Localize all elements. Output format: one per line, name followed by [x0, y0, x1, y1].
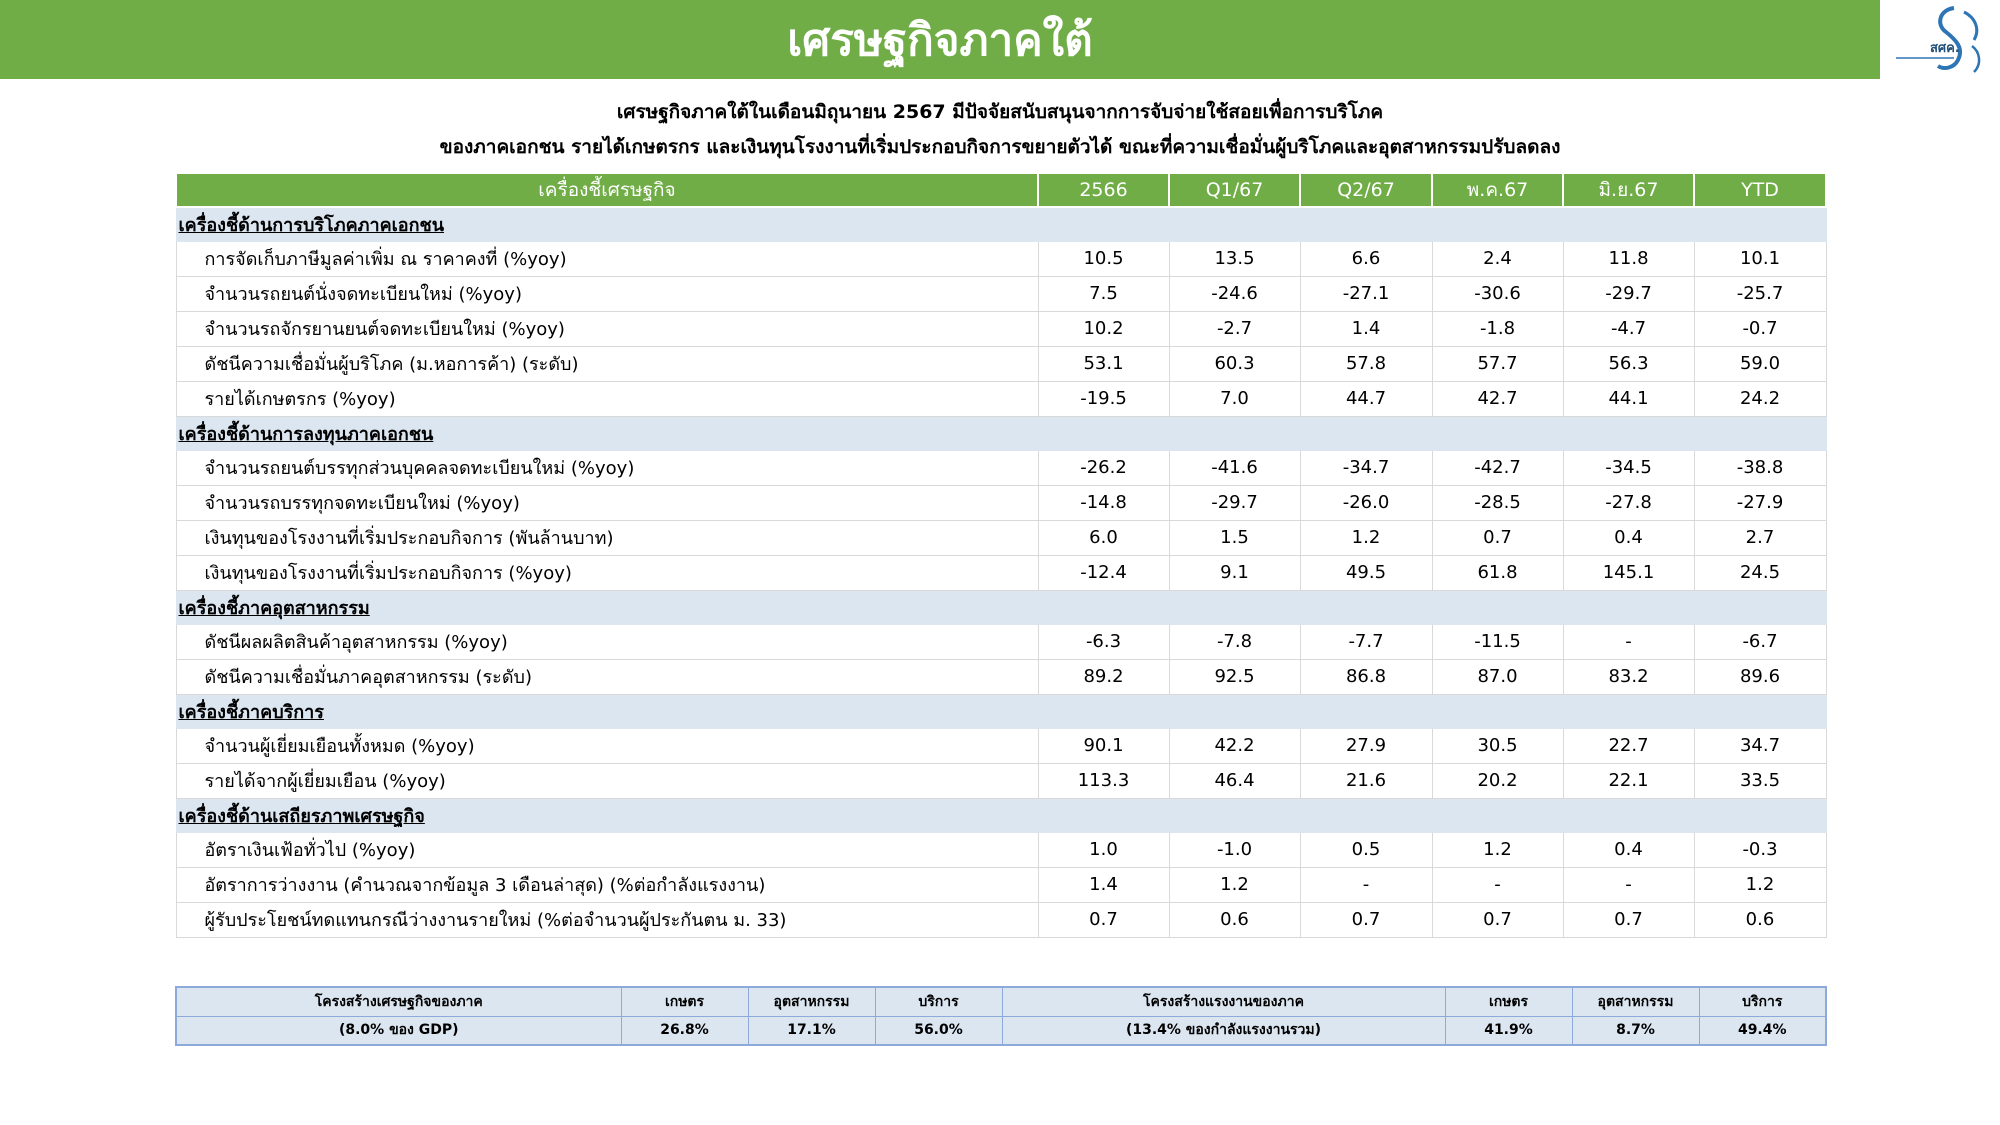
economy-sector-value: 17.1%	[748, 1016, 875, 1045]
indicator-value: -	[1563, 867, 1694, 902]
indicator-label: ดัชนีความเชื่อมั่นภาคอุตสาหกรรม (ระดับ)	[176, 659, 1038, 694]
indicator-value: 87.0	[1432, 659, 1563, 694]
labor-sector-value: 8.7%	[1572, 1016, 1699, 1045]
indicator-value: 61.8	[1432, 555, 1563, 590]
indicator-value: -34.7	[1300, 450, 1432, 485]
indicator-label: การจัดเก็บภาษีมูลค่าเพิ่ม ณ ราคาคงที่ (%yoy)	[176, 241, 1038, 276]
indicators-table	[175, 172, 1827, 938]
subtitle-line-1: เศรษฐกิจภาคใต้ในเดือนมิถุนายน 2567 มีปัจจัยสนับสนุนจากการจับจ่ายใช้สอยเพื่อการบริโภค	[616, 101, 1384, 123]
indicator-value: -11.5	[1432, 624, 1563, 659]
office-logo-icon	[1884, 0, 1996, 79]
indicator-value: 46.4	[1169, 763, 1300, 798]
indicator-value: -26.0	[1300, 485, 1432, 520]
indicator-value: 42.2	[1169, 728, 1300, 763]
indicator-label: รายได้เกษตรกร (%yoy)	[176, 381, 1038, 416]
indicator-value: 34.7	[1694, 728, 1826, 763]
indicator-value: 1.4	[1300, 311, 1432, 346]
indicator-value: 0.7	[1432, 520, 1563, 555]
indicator-label: จำนวนรถจักรยานยนต์จดทะเบียนใหม่ (%yoy)	[176, 311, 1038, 346]
indicator-value: 21.6	[1300, 763, 1432, 798]
indicator-value: 27.9	[1300, 728, 1432, 763]
indicator-label: ดัชนีความเชื่อมั่นผู้บริโภค (ม.หอการค้า) (ระดับ)	[176, 346, 1038, 381]
labor-sector-value: 49.4%	[1699, 1016, 1826, 1045]
indicator-value: 10.1	[1694, 241, 1826, 276]
indicator-value: 89.6	[1694, 659, 1826, 694]
indicator-value: -4.7	[1563, 311, 1694, 346]
indicator-value: 1.5	[1169, 520, 1300, 555]
indicator-value: -26.2	[1038, 450, 1169, 485]
indicator-value: -1.8	[1432, 311, 1563, 346]
column-header: เครื่องชี้เศรษฐกิจ	[176, 173, 1038, 207]
column-header: Q2/67	[1300, 173, 1432, 207]
labor-sector-header: เกษตร	[1445, 987, 1572, 1016]
indicator-value: 145.1	[1563, 555, 1694, 590]
indicator-value: 92.5	[1169, 659, 1300, 694]
section-header-row	[176, 798, 1826, 832]
indicator-value: -14.8	[1038, 485, 1169, 520]
column-header: 2566	[1038, 173, 1169, 207]
indicator-value: -27.9	[1694, 485, 1826, 520]
table-row	[176, 450, 1826, 485]
table-header-row	[176, 173, 1826, 207]
indicator-value: 42.7	[1432, 381, 1563, 416]
section-title: เครื่องชี้ด้านเสถียรภาพเศรษฐกิจ	[176, 798, 1826, 832]
table-row	[176, 485, 1826, 520]
column-header: พ.ค.67	[1432, 173, 1563, 207]
indicator-label: จำนวนรถยนต์นั่งจดทะเบียนใหม่ (%yoy)	[176, 276, 1038, 311]
indicator-value: 1.2	[1300, 520, 1432, 555]
table-row	[176, 624, 1826, 659]
indicator-value: 1.2	[1432, 832, 1563, 867]
indicator-label: จำนวนผู้เยี่ยมเยือนทั้งหมด (%yoy)	[176, 728, 1038, 763]
indicator-value: -0.7	[1694, 311, 1826, 346]
indicator-value: 0.7	[1300, 902, 1432, 937]
indicator-value: -	[1432, 867, 1563, 902]
indicator-value: 1.2	[1694, 867, 1826, 902]
indicator-value: 0.4	[1563, 832, 1694, 867]
indicator-label: อัตราการว่างงาน (คำนวณจากข้อมูล 3 เดือนล่าสุด) (%ต่อกำลังแรงงาน)	[176, 867, 1038, 902]
subtitle-line-2: ของภาคเอกชน รายได้เกษตรกร และเงินทุนโรงงานที่เริ่มประกอบกิจการขยายตัวได้ ขณะที่ความเชื่อมั่นผู้บริโภคและอุตสาหกรรมปรับลดลง	[439, 136, 1561, 158]
table-row	[176, 241, 1826, 276]
indicator-value: -19.5	[1038, 381, 1169, 416]
indicator-label: ผู้รับประโยชน์ทดแทนกรณีว่างงานรายใหม่ (%ต่อจำนวนผู้ประกันตน ม. 33)	[176, 902, 1038, 937]
indicator-value: 20.2	[1432, 763, 1563, 798]
table-row	[176, 902, 1826, 937]
indicator-value: 24.5	[1694, 555, 1826, 590]
indicator-value: 1.4	[1038, 867, 1169, 902]
indicator-value: -28.5	[1432, 485, 1563, 520]
indicator-value: 30.5	[1432, 728, 1563, 763]
labor-sector-header: อุตสาหกรรม	[1572, 987, 1699, 1016]
indicator-value: -6.7	[1694, 624, 1826, 659]
indicator-value: -29.7	[1169, 485, 1300, 520]
indicator-value: 0.6	[1694, 902, 1826, 937]
indicator-value: -30.6	[1432, 276, 1563, 311]
table-row	[176, 867, 1826, 902]
indicator-value: -29.7	[1563, 276, 1694, 311]
economy-sector-header: เกษตร	[621, 987, 748, 1016]
indicator-value: 0.6	[1169, 902, 1300, 937]
indicator-value: 59.0	[1694, 346, 1826, 381]
table-row	[176, 276, 1826, 311]
indicator-value: 9.1	[1169, 555, 1300, 590]
indicator-value: 57.7	[1432, 346, 1563, 381]
table-row	[176, 763, 1826, 798]
indicator-value: -38.8	[1694, 450, 1826, 485]
logo-text: สศค.	[1930, 41, 1960, 56]
indicator-value: 2.4	[1432, 241, 1563, 276]
indicator-value: 2.7	[1694, 520, 1826, 555]
indicator-value: 22.7	[1563, 728, 1694, 763]
indicator-label: อัตราเงินเฟ้อทั่วไป (%yoy)	[176, 832, 1038, 867]
indicator-value: 7.5	[1038, 276, 1169, 311]
indicator-value: 49.5	[1300, 555, 1432, 590]
indicator-value: 83.2	[1563, 659, 1694, 694]
indicator-value: 1.0	[1038, 832, 1169, 867]
indicator-value: -2.7	[1169, 311, 1300, 346]
indicator-value: 13.5	[1169, 241, 1300, 276]
table-row	[176, 659, 1826, 694]
indicator-value: -24.6	[1169, 276, 1300, 311]
indicator-value: 60.3	[1169, 346, 1300, 381]
indicator-value: -7.8	[1169, 624, 1300, 659]
economy-sector-value: 56.0%	[875, 1016, 1002, 1045]
section-title: เครื่องชี้ด้านการบริโภคภาคเอกชน	[176, 207, 1826, 241]
section-header-row	[176, 694, 1826, 728]
indicator-value: -12.4	[1038, 555, 1169, 590]
economy-structure-label: โครงสร้างเศรษฐกิจของภาค	[176, 987, 621, 1016]
indicator-label: จำนวนรถบรรทุกจดทะเบียนใหม่ (%yoy)	[176, 485, 1038, 520]
indicator-value: -27.1	[1300, 276, 1432, 311]
indicator-value: 113.3	[1038, 763, 1169, 798]
indicator-value: 90.1	[1038, 728, 1169, 763]
indicator-value: 7.0	[1169, 381, 1300, 416]
indicator-value: 6.0	[1038, 520, 1169, 555]
indicator-value: -34.5	[1563, 450, 1694, 485]
economy-sector-value: 26.8%	[621, 1016, 748, 1045]
structure-value-row	[176, 1016, 1826, 1045]
column-header: มิ.ย.67	[1563, 173, 1694, 207]
indicator-label: ดัชนีผลผลิตสินค้าอุตสาหกรรม (%yoy)	[176, 624, 1038, 659]
indicator-value: 57.8	[1300, 346, 1432, 381]
table-row	[176, 555, 1826, 590]
section-header-row	[176, 207, 1826, 241]
table-row	[176, 311, 1826, 346]
table-row	[176, 728, 1826, 763]
section-header-row	[176, 416, 1826, 450]
indicator-label: เงินทุนของโรงงานที่เริ่มประกอบกิจการ (%yoy)	[176, 555, 1038, 590]
indicator-value: -	[1300, 867, 1432, 902]
section-title: เครื่องชี้ภาคอุตสาหกรรม	[176, 590, 1826, 624]
section-header-row	[176, 590, 1826, 624]
economy-structure-sublabel: (8.0% ของ GDP)	[176, 1016, 621, 1045]
indicator-label: รายได้จากผู้เยี่ยมเยือน (%yoy)	[176, 763, 1038, 798]
indicator-value: 6.6	[1300, 241, 1432, 276]
indicator-value: -7.7	[1300, 624, 1432, 659]
indicator-value: -25.7	[1694, 276, 1826, 311]
table-row	[176, 381, 1826, 416]
labor-sector-header: บริการ	[1699, 987, 1826, 1016]
table-row	[176, 832, 1826, 867]
indicator-value: 1.2	[1169, 867, 1300, 902]
indicator-value: 10.5	[1038, 241, 1169, 276]
indicator-value: 44.1	[1563, 381, 1694, 416]
labor-structure-label: โครงสร้างแรงงานของภาค	[1002, 987, 1445, 1016]
indicator-value: -0.3	[1694, 832, 1826, 867]
page-title: เศรษฐกิจภาคใต้	[787, 14, 1093, 66]
indicator-value: 56.3	[1563, 346, 1694, 381]
economy-sector-header: อุตสาหกรรม	[748, 987, 875, 1016]
section-title: เครื่องชี้ภาคบริการ	[176, 694, 1826, 728]
indicator-value: 22.1	[1563, 763, 1694, 798]
indicator-value: 86.8	[1300, 659, 1432, 694]
indicator-label: จำนวนรถยนต์บรรทุกส่วนบุคคลจดทะเบียนใหม่ (%yoy)	[176, 450, 1038, 485]
indicator-value: -27.8	[1563, 485, 1694, 520]
table-row	[176, 520, 1826, 555]
indicator-value: 10.2	[1038, 311, 1169, 346]
indicator-value: -	[1563, 624, 1694, 659]
indicator-value: -6.3	[1038, 624, 1169, 659]
column-header: YTD	[1694, 173, 1826, 207]
labor-sector-value: 41.9%	[1445, 1016, 1572, 1045]
indicator-value: -1.0	[1169, 832, 1300, 867]
indicator-value: -42.7	[1432, 450, 1563, 485]
structure-table	[175, 986, 1827, 1046]
indicator-value: -41.6	[1169, 450, 1300, 485]
labor-structure-sublabel: (13.4% ของกำลังแรงงานรวม)	[1002, 1016, 1445, 1045]
indicator-value: 11.8	[1563, 241, 1694, 276]
indicator-value: 0.5	[1300, 832, 1432, 867]
page-title-bar	[0, 0, 1880, 79]
indicator-value: 0.4	[1563, 520, 1694, 555]
indicator-value: 24.2	[1694, 381, 1826, 416]
indicator-value: 53.1	[1038, 346, 1169, 381]
indicator-value: 89.2	[1038, 659, 1169, 694]
indicator-label: เงินทุนของโรงงานที่เริ่มประกอบกิจการ (พันล้านบาท)	[176, 520, 1038, 555]
structure-header-row	[176, 987, 1826, 1016]
economy-sector-header: บริการ	[875, 987, 1002, 1016]
column-header: Q1/67	[1169, 173, 1300, 207]
table-row	[176, 346, 1826, 381]
indicator-value: 33.5	[1694, 763, 1826, 798]
indicator-value: 0.7	[1038, 902, 1169, 937]
section-title: เครื่องชี้ด้านการลงทุนภาคเอกชน	[176, 416, 1826, 450]
indicator-value: 44.7	[1300, 381, 1432, 416]
indicator-value: 0.7	[1563, 902, 1694, 937]
indicator-value: 0.7	[1432, 902, 1563, 937]
